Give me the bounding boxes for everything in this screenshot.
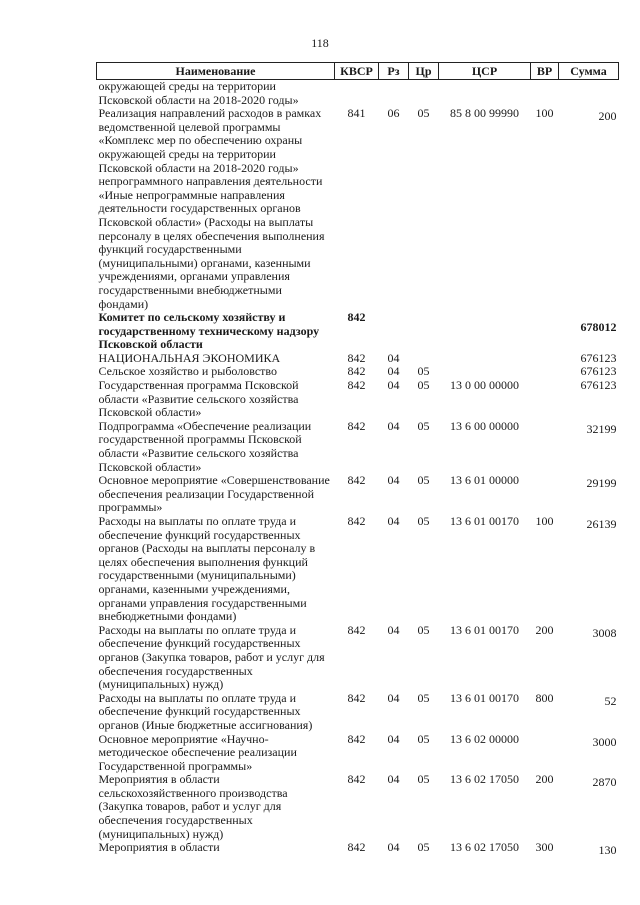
row-kvsr: 842 [347, 840, 366, 855]
row-sum: 200 [598, 109, 617, 124]
row-kvsr: 842 [347, 418, 366, 433]
row-sum: 29199 [586, 476, 617, 491]
row-pr: 05 [417, 378, 430, 393]
row-sum [559, 80, 619, 108]
table-header-row [97, 63, 619, 80]
row-name: НАЦИОНАЛЬНАЯ ЭКОНОМИКА [98, 350, 281, 365]
table-row [97, 624, 619, 692]
row-rz [379, 80, 409, 108]
row-vr [531, 474, 559, 515]
row-sum: 676123 [580, 378, 617, 393]
table-row [97, 311, 619, 352]
row-name: Реализация направлений расходов в рамках ведомственной целевой программы «Комплекс мер по обеспечению охраны окружающей среды на территории Псковской области на 2018-2020 годы» непрограммного направления деятельности «Иные непрограммные направления деятельности государственных органов Псковской области» (Расходы на выплаты персоналу в целях обеспечения выполнения функций государственными (муниципальными) органами, казенными учреждениями, органами управления государственными внебюджетными фондами) [98, 106, 325, 311]
table-row [97, 515, 619, 624]
row-csr: 13 6 02 17050 [450, 840, 519, 855]
row-csr: 13 6 00 00000 [450, 418, 519, 433]
row-pr: 05 [417, 690, 430, 705]
row-sum: 678012 [580, 320, 617, 335]
row-csr: 13 6 01 00170 [450, 622, 519, 637]
row-sum: 676123 [580, 364, 617, 379]
row-name: Расходы на выплаты по оплате труда и обеспечение функций государственных органов (Закупка товаров, работ и услуг для обеспечения государственных (муниципальных) нужд) [98, 622, 325, 692]
row-rz: 04 [387, 378, 400, 393]
row-vr: 200 [535, 772, 554, 787]
row-rz: 04 [387, 514, 400, 528]
row-kvsr: 842 [347, 772, 366, 787]
row-vr: 300 [535, 840, 554, 855]
row-name: Основное мероприятие «Научно-методическое обеспечение реализации Государственной программы» [98, 731, 297, 773]
row-kvsr: 842 [347, 364, 366, 379]
row-vr [531, 420, 559, 474]
header-vr: ВР [531, 63, 559, 80]
row-name: Мероприятия в области [98, 840, 220, 855]
row-sum: 130 [598, 843, 617, 858]
row-name: Расходы на выплаты по оплате труда и обеспечение функций государственных органов (Расходы на выплаты персоналу в целях обеспечения выполнения функций государственными (муниципальными) органами, казенными учреждениями, органами управления государственными внебюджетными фондами) [98, 514, 316, 624]
row-kvsr: 842 [347, 690, 366, 705]
row-sum: 676123 [580, 350, 617, 365]
row-vr [531, 733, 559, 774]
header-rz: Рз [379, 63, 409, 80]
row-name: Мероприятия в области сельскохозяйственного производства (Закупка товаров, работ и услуг для обеспечения государственных (муниципальных) нужд) [98, 772, 288, 841]
row-rz: 04 [387, 690, 400, 705]
table-row [97, 80, 619, 108]
row-sum: 26139 [586, 517, 617, 531]
row-name: Основное мероприятие «Совершенствование обеспечения реализации Государственной программы» [98, 473, 330, 515]
page-number: 118 [311, 36, 329, 50]
row-csr: 85 8 00 99990 [450, 106, 519, 121]
row-vr: 100 [535, 106, 554, 121]
row-rz: 04 [387, 840, 400, 855]
row-sum: 3008 [592, 625, 617, 640]
row-vr: 100 [535, 514, 554, 528]
row-pr: 05 [417, 514, 430, 528]
row-pr: 05 [417, 364, 430, 379]
budget-table [96, 62, 619, 858]
row-rz: 04 [387, 622, 400, 637]
row-rz [379, 311, 409, 352]
row-kvsr: 842 [347, 514, 366, 528]
row-pr: 05 [417, 473, 430, 488]
row-rz: 04 [387, 418, 400, 433]
row-rz: 04 [387, 731, 400, 746]
table-row [97, 841, 619, 858]
row-vr: 200 [535, 622, 554, 637]
row-kvsr: 842 [347, 378, 366, 393]
row-sum: 2870 [592, 775, 617, 790]
table-row [97, 365, 619, 379]
row-vr: 800 [535, 690, 554, 705]
row-vr [531, 365, 559, 379]
row-kvsr: 842 [347, 310, 366, 325]
row-name: Сельское хозяйство и рыболовство [98, 364, 278, 379]
row-name: Расходы на выплаты по оплате труда и обеспечение функций государственных органов (Иные бюджетные ассигнования) [98, 690, 313, 732]
row-kvsr [335, 80, 379, 108]
row-csr: 13 6 01 00170 [450, 514, 519, 528]
row-csr [439, 80, 531, 108]
row-vr [531, 379, 559, 420]
header-pr: Цр [409, 63, 439, 80]
row-kvsr: 841 [347, 106, 366, 121]
row-pr [409, 352, 439, 366]
table-row [97, 474, 619, 515]
row-sum: 3000 [592, 734, 617, 749]
row-name: окружающей среды на территории Псковской области на 2018-2020 годы» [98, 79, 299, 107]
row-rz: 04 [387, 473, 400, 488]
row-csr [439, 365, 531, 379]
table-row [97, 733, 619, 774]
table-row [97, 107, 619, 311]
row-pr: 05 [417, 772, 430, 787]
row-kvsr: 842 [347, 622, 366, 637]
row-csr: 13 6 01 00170 [450, 690, 519, 705]
row-pr: 05 [417, 106, 430, 121]
row-pr: 05 [417, 731, 430, 746]
row-rz: 04 [387, 364, 400, 379]
table-row [97, 420, 619, 474]
row-kvsr: 842 [347, 731, 366, 746]
row-vr [531, 311, 559, 352]
row-csr: 13 6 02 00000 [450, 731, 519, 746]
table-row [97, 692, 619, 733]
row-pr [409, 80, 439, 108]
row-rz: 04 [387, 350, 400, 365]
row-name: Подпрограмма «Обеспечение реализации государственной программы Псковской области «Развитие сельского хозяйства Псковской области» [98, 418, 312, 474]
row-csr [439, 352, 531, 366]
row-name: Комитет по сельскому хозяйству и государственному техническому надзору Псковской области [98, 310, 320, 352]
header-name: Наименование [97, 63, 335, 80]
row-name: Государственная программа Псковской области «Развитие сельского хозяйства Псковской области» [98, 378, 299, 420]
row-vr [531, 352, 559, 366]
row-rz: 06 [387, 106, 400, 121]
row-pr: 05 [417, 622, 430, 637]
table-row [97, 773, 619, 841]
row-pr: 05 [417, 840, 430, 855]
row-pr [409, 311, 439, 352]
header-sum: Сумма [559, 63, 619, 80]
row-csr: 13 0 00 00000 [450, 378, 519, 393]
row-pr: 05 [417, 418, 430, 433]
header-kvsr: КВСР [335, 63, 379, 80]
row-csr [439, 311, 531, 352]
table-row [97, 352, 619, 366]
row-csr: 13 6 02 17050 [450, 772, 519, 787]
table-row [97, 379, 619, 420]
row-vr [531, 80, 559, 108]
row-kvsr: 842 [347, 473, 366, 488]
row-sum: 52 [604, 693, 617, 708]
row-sum: 32199 [586, 421, 617, 436]
row-rz: 04 [387, 772, 400, 787]
header-csr: ЦСР [439, 63, 531, 80]
row-csr: 13 6 01 00000 [450, 473, 519, 488]
row-kvsr: 842 [347, 350, 366, 365]
